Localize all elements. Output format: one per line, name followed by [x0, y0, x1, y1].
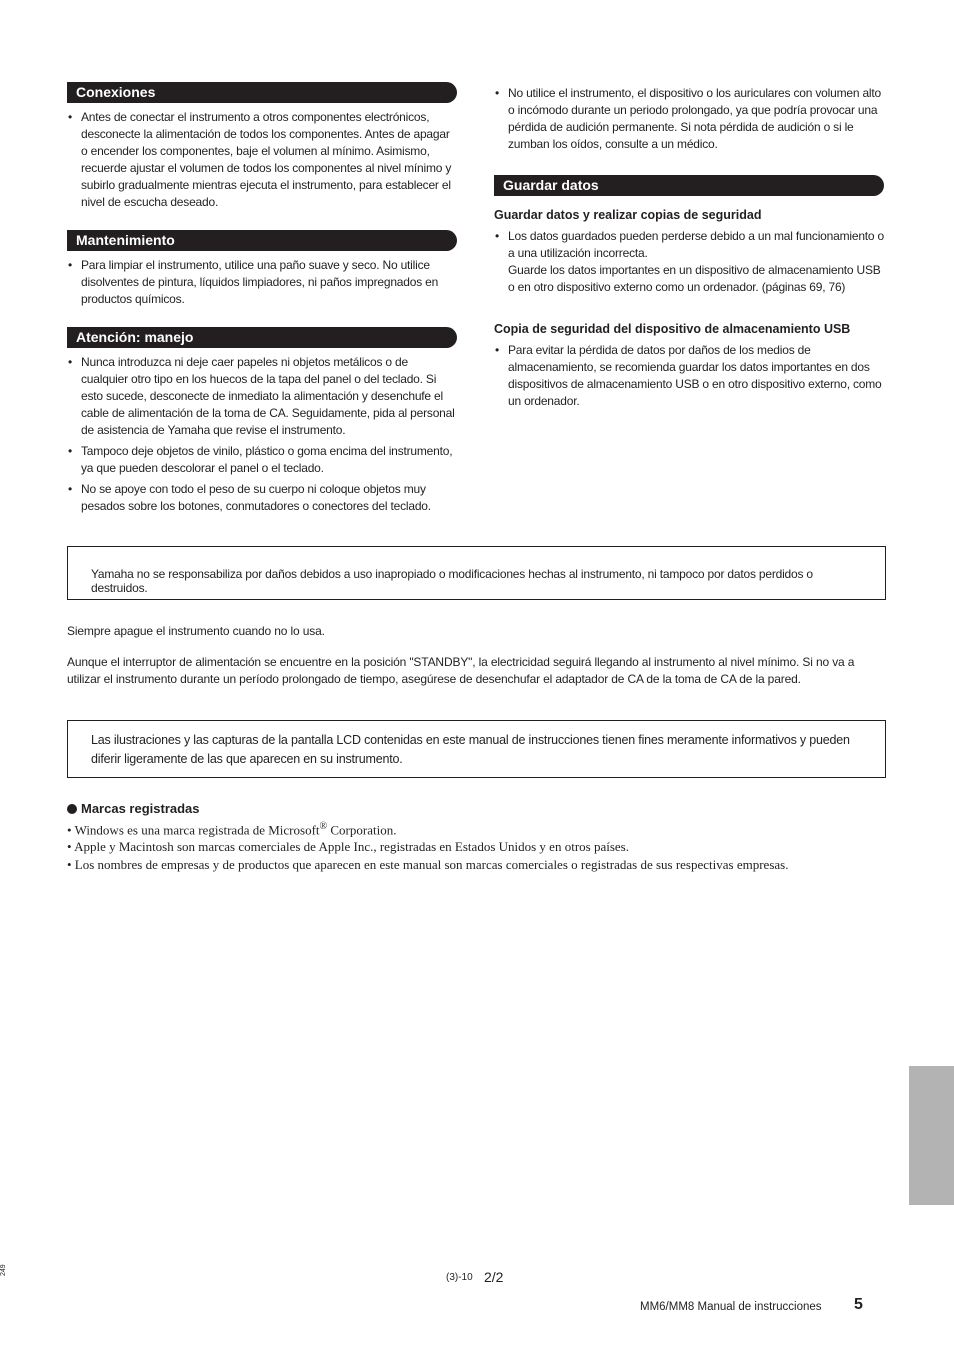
footer-manual-title: MM6/MM8 Manual de instrucciones [640, 1301, 822, 1313]
paragraph-standby: Aunque el interruptor de alimentación se encuentre en la posición "STANDBY", la electricidad seguirá llegando al instrumento al nivel mínimo. Si no va a utilizar el instrumento durante un período prolongado de tiempo, asegúrese de desenchufar el adaptador de CA de la toma de CA de la pared. [67, 655, 855, 686]
subheading-guardar-copias: Guardar datos y realizar copias de seguridad [494, 208, 762, 222]
footer-page-fraction: 2/2 [484, 1269, 504, 1285]
manejo-list [67, 354, 457, 515]
page-number: 5 [854, 1296, 863, 1313]
paragraph-power-off: Siempre apague el instrumento cuando no lo usa. [67, 624, 325, 638]
right-column [494, 82, 884, 414]
trademark-line: • Los nombres de empresas y de productos que aparecen en este manual son marcas comerciales o registradas de sus respectivas empresas. [67, 856, 789, 872]
notice-text: Las ilustraciones y las capturas de la pantalla LCD contenidas en este manual de instrucciones tienen fines meramente informativos y pueden diferir ligeramente de las que aparecen en su instrumento. [91, 733, 850, 766]
section-conexiones [67, 82, 457, 211]
bullet: • [68, 482, 73, 496]
bullet: • [68, 258, 73, 272]
side-code: 249 [0, 1264, 7, 1276]
section-header-conexiones: Conexiones [67, 82, 457, 103]
list-item: • No se apoye con todo el peso de su cuerpo ni coloque objetos muy pesados sobre los botones, conmutadores o conectores del teclado. [68, 482, 431, 513]
notice-box-illustrations [67, 720, 886, 778]
list-item: • Tampoco deje objetos de vinilo, plástico o goma encima del instrumento, ya que pueden descolorar el panel o el teclado. [68, 444, 453, 475]
list-item: • Para evitar la pérdida de datos por daños de los medios de almacenamiento, se recomienda guardar los datos importantes en dos dispositivos de almacenamiento USB o en otro dispositivo externo, como un ordenador. [495, 343, 882, 408]
section-guardar [494, 175, 884, 410]
conexiones-list [67, 109, 457, 211]
bullet: • [495, 86, 500, 100]
section-header-manejo: Atención: manejo [67, 327, 457, 348]
side-tab [909, 1066, 954, 1205]
list-item: • Los datos guardados pueden perderse debido a un mal funcionamiento o a una utilización incorrecta. Guarde los datos importantes en un dispositivo de almacenamiento USB o en otro dispositivo externo como un ordenador. (páginas 69, 76) [495, 229, 885, 294]
mantenimiento-list [67, 257, 457, 308]
section-manejo [67, 327, 457, 515]
section-mantenimiento [67, 230, 457, 308]
trademark-line: • Apple y Macintosh son marcas comerciales de Apple Inc., registradas en Estados Unidos y en otros países. [67, 839, 629, 855]
filled-circle-icon [67, 804, 77, 814]
bullet: • [495, 229, 500, 243]
list-item: • Antes de conectar el instrumento a otros componentes electrónicos, desconecte la alimentación de todos los componentes. Antes de apagar o encender los componentes, baje el volumen al mínimo. Asimismo, recuerde ajustar el volumen de todos los componentes al nivel mínimo y subirlo gradualmente mientras ejecuta el instrumento, para establecer el nivel de escucha deseado. [68, 110, 452, 209]
notice-text: Yamaha no se responsabiliza por daños debidos a uso inapropiado o modificaciones hechas al instrumento, ni tampoco por datos perdidos o destruidos. [91, 567, 813, 595]
section-header-mantenimiento: Mantenimiento [67, 230, 457, 251]
list-item: • No utilice el instrumento, el dispositivo o los auriculares con volumen alto o incómodo durante un periodo prolongado, ya que podría provocar una pérdida de audición permanente. Si nota pérdida de audición o si le zumban los oídos, consulte a un médico. [495, 86, 881, 151]
notice-box-responsibility [67, 546, 886, 600]
left-column [67, 82, 457, 534]
trademarks-heading: Marcas registradas [67, 800, 897, 818]
footer-code: (3)-10 [446, 1272, 473, 1283]
bullet: • [68, 444, 73, 458]
trademark-line: • Windows es una marca registrada de Microsoft® Corporation. [67, 820, 397, 837]
subheading-copia-usb: Copia de seguridad del dispositivo de almacenamiento USB [494, 322, 851, 336]
list-item: • Para limpiar el instrumento, utilice una paño suave y seco. No utilice disolventes de pintura, líquidos limpiadores, ni paños impregnados en productos químicos. [68, 258, 439, 306]
bullet: • [68, 110, 73, 124]
audio-list [494, 85, 884, 153]
list-item: • Nunca introduzca ni deje caer papeles ni objetos metálicos o de cualquier otro tipo en los huecos de la tapa del panel o del teclado. Si esto sucede, desconecte de inmediato la alimentación y desenchufe el cable de alimentación de la toma de CA. Seguidamente, pida al personal de asistencia de Yamaha que revise el instrumento. [68, 355, 455, 437]
guardar-list [494, 228, 884, 296]
bullet: • [68, 355, 73, 369]
trademarks-section [67, 800, 897, 873]
section-header-guardar: Guardar datos [494, 175, 884, 196]
bullet: • [495, 343, 500, 357]
usb-list [494, 342, 884, 410]
